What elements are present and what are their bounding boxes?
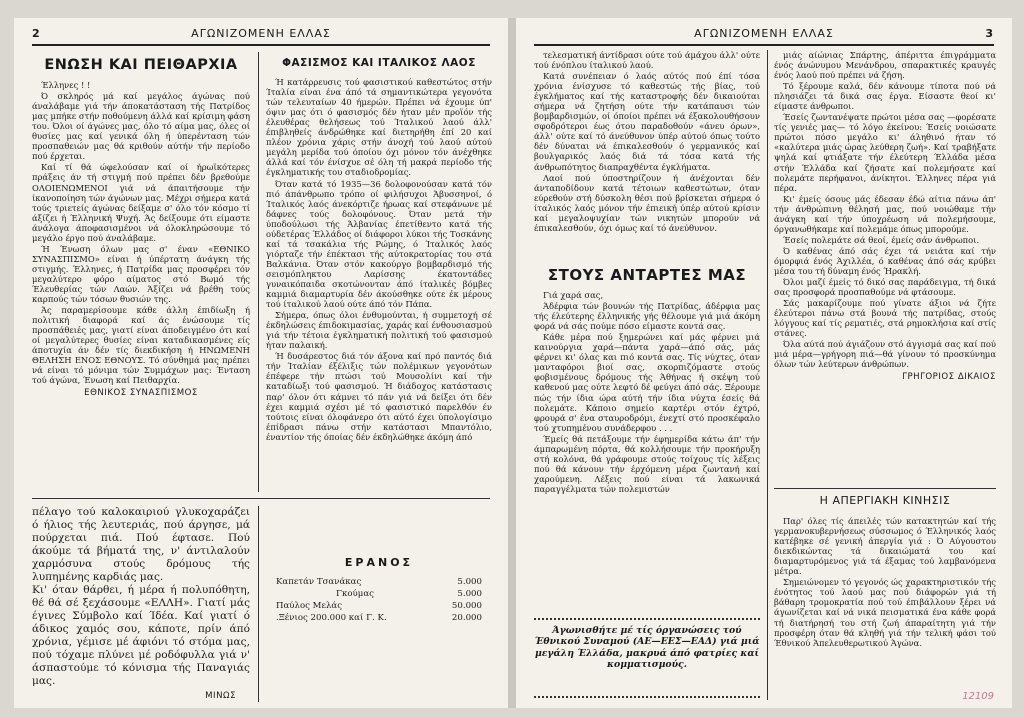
article-paragraph: Σάς μακαρίζουμε πού γίνατε άξιοι νά ζήτε έλεύτεροι πάνω στά βουνά τής πατρίδας, στούς λόγγους καί τίς ρεματιές, στά ρημοκλήσια καί στίς στάνες. — [774, 298, 996, 339]
article-paragraph: Λαοί πού ύποστηρίζουν ή άνέχονται δέν άνταποδίδουν κατά τέτοιων καθεστώτων, όταν εύρεθούν στή δύσκολη θέσι πού βρίσκεται σήμερα ό ίταλικός λαός μόνον τήν έπιεική ύπέρ αύτού κρίσιν καί μεγαλοψυχίαν τών νικητών μπορούν νά έπικαλεσθούν, όχι όμως καί τό άνεύθυνον. — [534, 172, 760, 233]
article-paragraph: Κι' όταν θάρθει, ή μέρα ή πολυπόθητη, θέ θά σέ ξεχάσουμε «ΕΛΛΗ». Γιατί μάς έγινες Σύμβολο καί Ίδέα. Καί γιατί ό άδικος χαμός σου, κάποτε, πρίν άπό χρόνια, γέμισε μέ άφιόνι τό στόμα μας, πού τόχαμε πλύνει μέ ροδόφυλλα γιά ν' άσπαστούμε τό κόνισμα τής Παναγιάς μας. — [32, 584, 250, 687]
page-header-right — [534, 26, 994, 46]
article-paragraph: Ή Ένωση όλων μας σ' έναν «ΕΘΝΙΚΟ ΣΥΝΑΣΠΙΣΜΟ» είναι ή ύπέρτατη άνάγκη τής στιγμής. Έλληνες, ή Πατρίδα μας προσφέρει τόν μεγαλύτερο φόρο αίματος στό Βωμό τής Έλευθερίας τών Λαών. Άξίζει νά βρέθη τούς καρπούς τών τόσων θυσιών της. — [32, 243, 250, 305]
donation-amount: 50.000 — [451, 601, 482, 612]
donor-name: Παύλος Μελάς — [276, 601, 343, 612]
article-paragraph: Ό καθένας άπό σάς έχει τά νειάτα καί τήν όμορφιά ένός Άχιλλέα, ό καθένας άπό σάς κρύβει μέσα του τή δύναμη ένός Ήρακλή. — [774, 245, 996, 276]
article-paragraph: τελεσματική άντίδρασι ούτε τού άμάχου άλλ' ούτε τού ένόπλου ίταλικού λαού. — [534, 50, 760, 71]
article-paragraph: Έλληνες ! ! — [41, 80, 91, 91]
article-paragraph: Όλοι μαζί έμείς τό δικό σας παράδειγμα, τή δικά σας προσφορά προσπαθούμε νά φτάσουμε. — [774, 277, 996, 298]
eranos-title: ΕΡΑΝΟΣ — [344, 558, 414, 569]
section-divider — [774, 488, 996, 489]
article-fascism — [266, 52, 492, 550]
article-title: Η ΑΠΕΡΓΙΑΚΗ ΚΙΝΗΣΙΣ — [819, 494, 951, 507]
article-paragraph: Έσείς ζωντανέψατε πρώτοι μέσα σας —φορέσατε τίς γενιές μας— τό λόγο έκείνου: Έσείς νοιώσατε πρώτοι πόσο μεγάλο κι' άληθινό ήταν τό «καλύτερα μιάς ώρας λεύθερη ζωή». Καί τραβήξατε ψηλά καί φτιάξατε τήν έλεύτερη Έλλάδα μέσα στήν Έλλάδα καί ζήσατε καί πολεμήσατε καί πολεμάτε περήφανοι, άνίκητοι. Έλληνες πέρα γιά πέρα. — [774, 112, 996, 193]
call-box — [534, 618, 760, 698]
article-paragraph: Άς παραμερίσουμε κάθε άλλη έπιδίωξη ή πολιτική διαφορά καί άς ένώσουμε τίς προσπάθειές μας, γιατί είναι άποδειγμένο ότι καί οί μεγαλύτερες θυσίες είναι καταδικασμένες είς άποτυχία άν δέν τίς διεκδικήση ή ΗΝΩΜΕΝΗ ΘΕΛΗΣΗ ΕΝΟΣ ΕΘΝΟΥΣ. Τό σύνθημά μας πρέπει νά είναι τό μόνιμα τών Συμμάχων μας: Ένταση τού άγώνα, Ένωση καί Πειθαρχία. — [32, 305, 250, 386]
article-paragraph: Παρ' όλες τίς άπειλές τών κατακτητών καί τής γερμανοκυβερνήσεως σύσσωμος ό Έλληνικός λαός κατέβηκε σέ γενική άπεργία γιά : Ό Αύγουστου διεκδικώντας τά δικαιώματά του καί διαμαρτυρόμενος γιά τά έξαμας τού λαμβανόμενα μέτρα. — [774, 516, 996, 577]
eranos-box — [276, 558, 482, 698]
article-paragraph: Τό ξέρουμε καλά, δέν κάνουμε τίποτα πού νά πλησιάζει τά δικά σας έργα. Είσαστε θεοί κι' είμαστε άνθρωποι. — [774, 81, 996, 112]
article-unity — [32, 52, 250, 492]
article-paragraph: Σημειώνομεν τό γεγονός ώς χαρακτηριστικόν τής ένότητος τού λαού μας πού διάφορών γιά τή βάθαρη τρομοκρατία πού τού έπιβάλλουν ξέρει νά άγωνίζεται καί νά νικά πεισματικά ένα κάθε φορά τή διατήρησή του στή ζωή άπαραίτητη γιά τήν προσφέρη όταν θά κληθή γιά τήν τελική φάσι τού Έθνικού Άπελευθερωτικού Άγώνα. — [774, 577, 996, 648]
article-paragraph: Ή δυσάρεστος διά τόν άξονα καί πρό παντός διά τήν Ίταλίαν έξέλιξις τών πολέμικων γεγονότων έπέφερε τήν πτώσι τού Μουσολίνι καί τήν καταδίωξι τού φασισμού. Ή διάδοχος κατάστασις παρ' όλον ότι κάμνει τό πάν γιά νά δείξει ότι δέν έχει καμμιά σχέσι μέ τό φασιστικό παρελθόν έν τούτοις είναι όλοφάνερο ότι αύτό έχει ύπολογίσιμο έπίδρασι πάνω στήν κατάστασι Μπαντόλιο, έναντίον τής όποίας δέν έκδηλώθηκε άκόμη άπό — [266, 351, 492, 442]
article-paragraph: πέλαγο τού καλοκαιριού γλυκοχαράζει ό ήλιος τής λευτεριάς, πού άργησε, μά πούρχεται πιά. Πού έφτασε. Πού άκούμε τά βήματά της, ν' άντιλαλούν χαρμόσυνα στούς δρόμους τής λυπημένης καρδιάς μας. — [32, 506, 250, 583]
page-number: 2 — [32, 27, 41, 40]
article-partisans — [534, 266, 760, 610]
page-number: 3 — [985, 27, 994, 40]
article-paragraph: Άδέρφια τών βουνών τής Πατρίδας, άδέρφια μας τής έλεύτερης έλληνικής γής θέλουμε γιά μιά άκόμη φορά νά σάς πούμε πόσο είμαστε κοντά σας. — [534, 301, 760, 332]
article-signature: ΜΙΝΩΣ — [205, 690, 236, 701]
eranos-row — [276, 576, 482, 588]
article-paragraph: Καί τί θά ώφελούσαν καί οί ήρωϊκότερες πράξεις άν τή στιγμή πού πρέπει δέν βρεθούμε ΟΛΟΙΕΝΩΜΕΝΟΙ γιά νά άπαιτήσουμε τήν ίκανοποίηση τών άγώνων μας. Μέχρι σήμερα κατά τούς τριετείς άγώνας δείξαμε σ' όλο τόν κόσμο τί άξίζει ή Έλληνική Ψυχή. Άς δείξουμε ότι είμαστε άνάλογα άποφασισμένοι νά όλοκληρώσουμε τό μεγάλο έργο πού άναλάβαμε. — [32, 162, 250, 243]
article-signature: ΓΡΗΓΟΡΙΟΣ ΔΙΚΑΙΟΣ — [902, 372, 996, 383]
left-page — [14, 18, 508, 708]
column-divider — [258, 506, 259, 702]
article-title: ΦΑΣΙΣΜΟΣ ΚΑΙ ΙΤΑΛΙΚΟΣ ΛΑΟΣ — [282, 57, 476, 69]
article-paragraph: Κατά συνέπειαν ό λαός αύτός πού έπί τόσα χρόνια ένίσχυσε τό καθεστώς τής βίας, τού έγκλήματος καί τής καταστροφής δέν δικαιούται σήμερα νά ζητήση ούτε τήν κατάπαυσι τών βομβαρδισμών, οί όποίοι πρέπει νά έξακολουθήσουν σφοδρότεροι έως ότου παραδοθούν «άνευ όρων», άλλ' ούτε καί τό άνεύθυνον ύπέρ αύτού όπως τούτο δέν δύναται νά έπικαλεσθούν ό γερμανικός καί βουλγαρικός λαός διά τά τόσα κατά τής άνθρωπότητος διαπραχθέντα έγκλήματα. — [534, 71, 760, 172]
article-signature: ΕΘΝΙΚΟΣ ΣΥΝΑΣΠΙΣΜΟΣ — [84, 388, 198, 399]
article-title: ΣΤΟΥΣ ΑΝΤΑΡΤΕΣ ΜΑΣ — [547, 266, 747, 284]
article-summer — [32, 506, 250, 702]
article-paragraph: Ή κατάρρευσις τού φασιστικού καθεστώτος στήν Ίταλία είναι ένα άπό τά σημαντικώτερα γεγονότα τών τελευταίων 40 ήμερών. Πρέπει νά έχουμε ύπ' όψιν μας ότι ό φασισμός δέν ήταν μέν προϊόν τής έλευθέρας θελήσεως τού Ίταλικού λαού άλλ' έπιβληθείς άνδρώθηκε καί διετηρήθη έπί 20 καί πλέον χρόνια χάρις στήν άνοχή τού λαού αύτού μεγάλη μερίδα τού όποίου όχι μόνον τόν άνέχθηκε άλλά καί τόν ένίσχυε σέ όλη τή μακρά περίοδο τής έγκληματικής του σταδιοδρομίας. — [266, 77, 492, 178]
eranos-row — [276, 600, 482, 612]
donation-amount: 20.000 — [451, 613, 482, 624]
article-strike — [774, 492, 996, 702]
donor-name: .Ξένιος 200.000 καί Γ. Κ. — [276, 613, 387, 624]
call-text: Άγωνισθήτε μέ τίς όργανώσεις τού Έθνικού Συναμού (ΑΕ—ΕΕΣ—ΕΑΔ) γιά μιά μεγάλη Έλλάδα, μακρυά άπό φατρίες καί κομματισμούς. — [534, 625, 760, 671]
column-divider — [767, 50, 768, 700]
article-paragraph: Γιά χαρά σας, — [543, 290, 604, 301]
donation-amount: 5.000 — [457, 589, 482, 600]
article-fascism-continued — [534, 50, 760, 262]
article-paragraph: Σήμερα, όπως όλοι ένθυμούνται, ή συμμετοχή σέ έκδηλώσεις έπιδοκιμασίας, χαράς καί ένθουσιασμού γιά τήν τέτοια έγκληματική πολιτική τού φασισμού ήταν παλαική. — [266, 310, 492, 351]
page-fold — [508, 18, 516, 708]
article-paragraph: Έμείς θά πετάξουμε τήν έφημερίδα κάτω άπ' τήν άμπαρωμένη πόρτα, θά κολλήσουμε τήν προκήρυξη στή κολόνα, θά γράφουμε στούς τοίχους τίς λέξεις πού θά κάνουν τήν έρχόμενη μέρα ζωντανή καί χαρούμενη. Λέξεις πού είναι τά λακωνικά παραγγέλματα τών πολεμιστών — [534, 433, 760, 494]
article-paragraph: Κι' έμείς όσους μάς έδεσαν έδώ αίτια πάνω άπ' τήν άνθρώπινη θέλησή μας, πού νοιώθαμε τήν άνάγκη καί τήν ύποχρέωση νά πολεμήσουμε, όργανωθήκαμε καί πολεμάμε όπως μπορούμε. — [774, 193, 996, 234]
article-paragraph: Όταν κατά τό 1935—36 δολοφονούσαν κατά τόν πιό άπάνθρωπο τρόπο οί φιλήσυχοι Άβυσσηνοί, ό Ίταλικός λαός άνεκόρτιζε ήρωας καί στεφάνωνε μέ δάφνες τούς δολοφόνους. Όταν μετά τήν ύποδούλωσι τής Άλβανίας έπετίθεντο κατά τής ούδετέρας Έλλάδος οί διάφοροι λύκοι τής Τοσκάνης καί τά τσακάλια τής Ρώμης, ό Ίταλικός λαός γιόρταζε τήν έπέκτασι τής αύτοκρατορίας του στά Βαλκάνια. Όταν στόν κακούργο βομβαρδισμό τής σεισμόπληκτου Λαρίσσης έκατοντάδες γυναικόπαιδα σκοτώνονταν άπό ίταλικές βόμβες καμμιά διαμαρτυρία δέν άκούσθηκε ούτε έκ μέρους τού ίταλικού λαού ούτε άπό τόν Πάπα. — [266, 178, 492, 310]
article-paragraph: Κάθε μέρα πού ξημερώνει καί μάς φέρνει μιά καινούργια χαρά—πάντα χαρά—άπό σάς, μάς φέρνει κι' όλας και πιό κοντά σας. Τίς νύχτες, όταν μανταφόροι βιοί σας, σκορπιζόμαστε στούς φοβισμένους δρόμους τής Άθήνας ή σκέψη τού καθενού μας ούτε λεφτό δέ φεύγει άπό σάς. Ξέρουμε πώς τήν ίδια ώρα αύτή τήν ίδια νύχτα έσείς θά πολεμάτε. Κάποιο σημείο καρτέρι στόν έχτρό, φρουρά σ' ένα σταυροδρόμι, ένεχτί στό προσκέφαλο τού χτυπημένου συνάδερφου . . . — [534, 332, 760, 433]
eranos-row — [276, 588, 482, 600]
column-divider — [258, 52, 259, 492]
article-paragraph: Έσείς πολεμάτε σά θεοί, έμείς σάν άνθρωποι. — [783, 234, 980, 245]
archive-stamp: 12109 — [962, 691, 994, 702]
donation-amount: 5.000 — [457, 577, 482, 588]
page-header-left — [32, 26, 490, 46]
article-title: ΕΝΩΣΗ ΚΑΙ ΠΕΙΘΑΡΧΙΑ — [44, 57, 238, 73]
newspaper-title: ΑΓΩΝΙΖΟΜΕΝΗ ΕΛΛΑΣ — [694, 27, 834, 40]
article-paragraph: Ό σκληρός μά καί μεγάλος άγώνας πού άναλάβαμε γιά τήν άποκατάσταση τής Πατρίδος μας μπήκε στήν ποθούμενη άλλά καί κρίσιμη φάση του. Όλοι οί άγώνες μας, όλο τό αίμα μας, όλες οί θυσίες μας καί γενικά όλη ή ύπερένταση τών προσπαθειών μας θά κριθούν αύτήν τήν περίοδο πού έρχεται. — [32, 91, 250, 162]
eranos-row — [276, 612, 482, 624]
article-paragraph: Όλα αύτά πού άγιάζουν στό άγγισμά σας καί πού μιά μέρα—γρήγορη πιά—θά γίνουν τό προσκύνημα όλων τών λεύτερων άνθρώπων. — [774, 339, 996, 370]
right-page — [516, 18, 1012, 708]
donor-name: Γκούμας — [336, 589, 374, 600]
article-partisans-continued — [774, 50, 996, 482]
newspaper-title: ΑΓΩΝΙΖΟΜΕΝΗ ΕΛΛΑΣ — [191, 27, 331, 40]
donor-name: Καπετάν Τσανάκας — [276, 577, 362, 588]
article-paragraph: μιάς αίώνιας Σπάρτης, άπέριττα έπιγράμματα ένός άνώνυμου Μενάνδρου, σπαρακτικές κραυγές ένός λαού πού πρέπει νά ζήση. — [774, 50, 996, 81]
